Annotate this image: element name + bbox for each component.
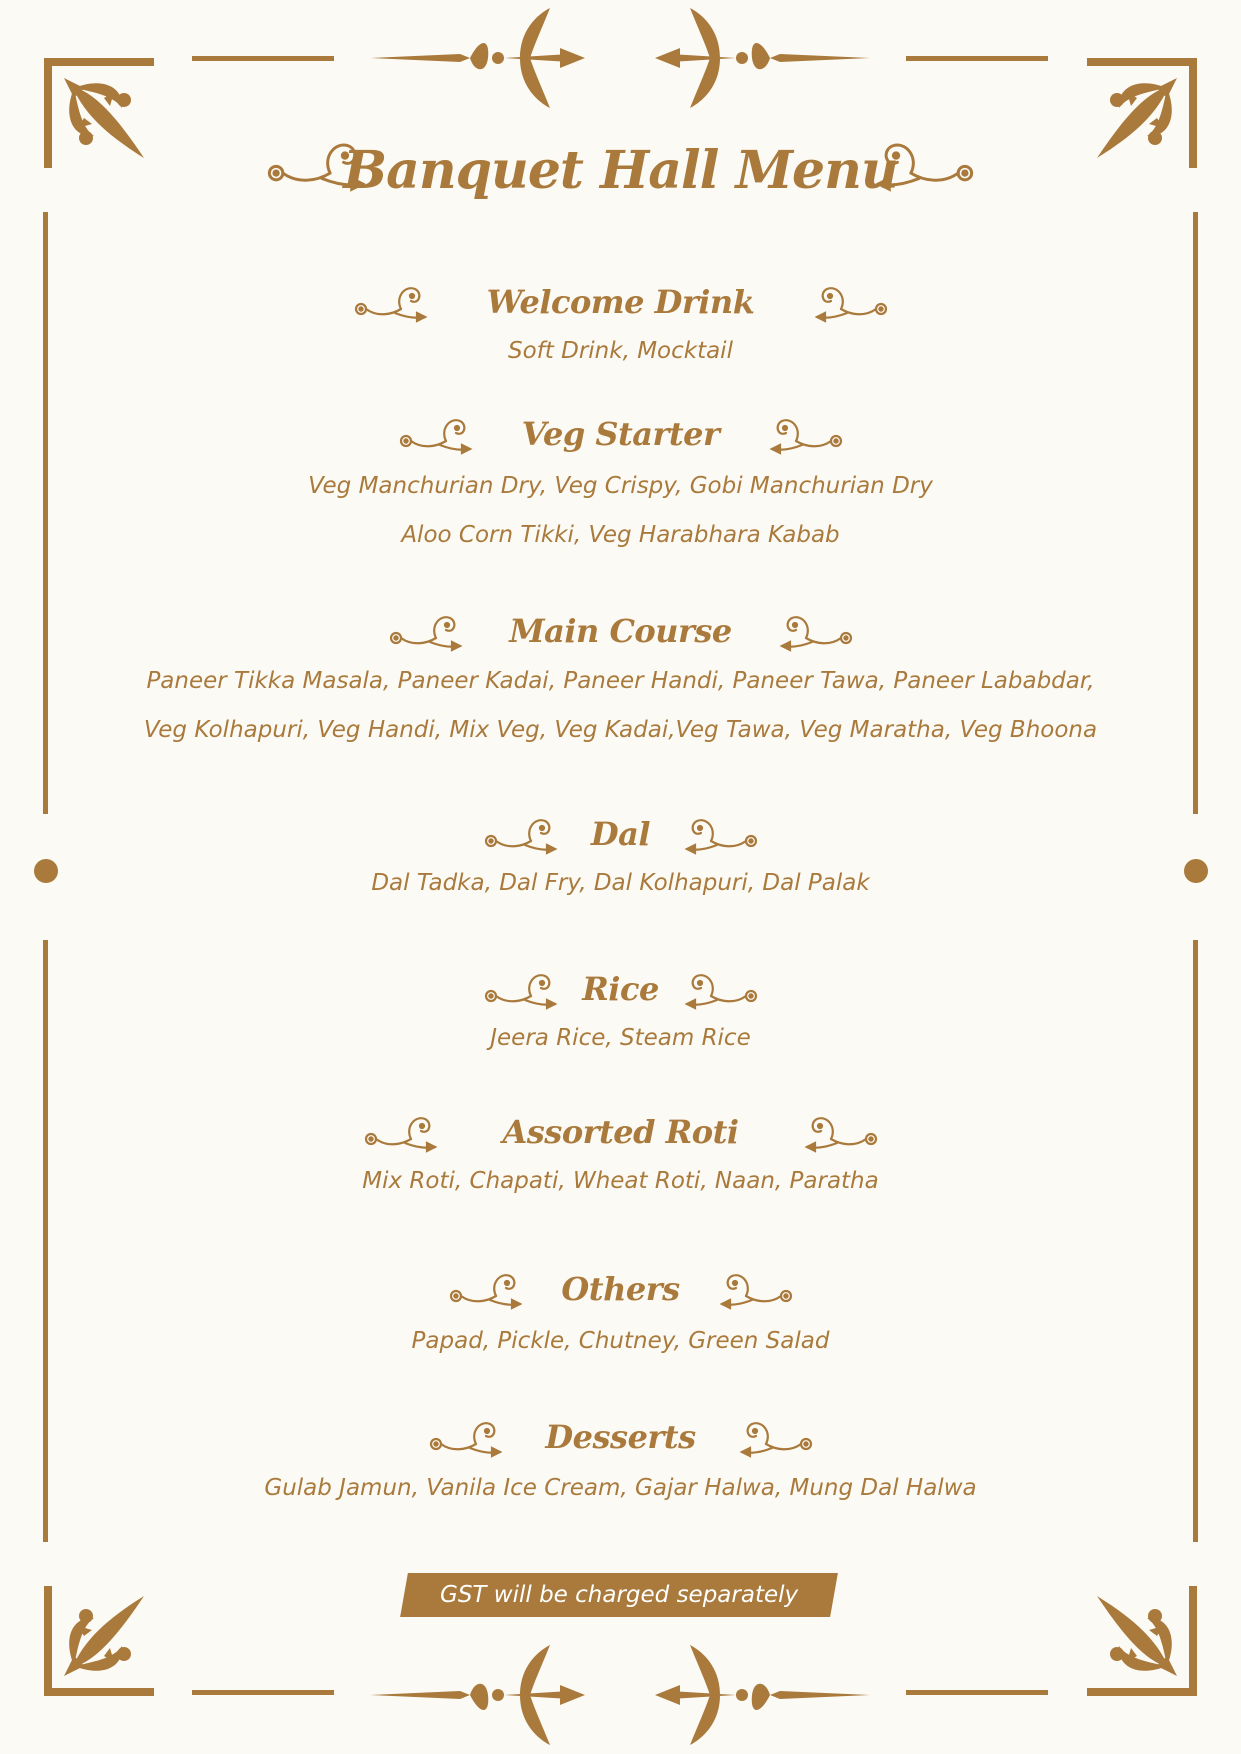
section-items-line: Aloo Corn Tikki, Veg Harabhara Kabab bbox=[401, 522, 840, 548]
section-swirl-right-icon bbox=[685, 815, 757, 859]
section-swirl-left-icon bbox=[430, 1418, 502, 1462]
section-swirl-left-icon bbox=[485, 970, 557, 1014]
corner-ornament-bottom-left bbox=[44, 1584, 156, 1696]
section-swirl-left-icon bbox=[390, 612, 462, 656]
section-items-line: Veg Manchurian Dry, Veg Crispy, Gobi Manchurian Dry bbox=[308, 473, 933, 499]
section-swirl-right-icon bbox=[805, 1113, 877, 1157]
section-swirl-left-icon bbox=[365, 1113, 437, 1157]
section-swirl-right-icon bbox=[720, 1270, 792, 1314]
section-items-line: Jeera Rice, Steam Rice bbox=[490, 1025, 751, 1051]
bottom-flourish-left bbox=[370, 1643, 610, 1745]
section-swirl-left-icon bbox=[400, 415, 472, 459]
section-items-line: Soft Drink, Mocktail bbox=[508, 338, 733, 364]
corner-ornament-bottom-right bbox=[1085, 1584, 1197, 1696]
section-swirl-right-icon bbox=[685, 970, 757, 1014]
section-heading: Others bbox=[561, 1270, 680, 1308]
gst-note-text: GST will be charged separately bbox=[439, 1582, 799, 1608]
page-title: Banquet Hall Menu bbox=[343, 140, 898, 201]
section-heading: Assorted Roti bbox=[502, 1113, 739, 1151]
title-swirl-left-icon bbox=[268, 138, 368, 198]
section-swirl-left-icon bbox=[355, 283, 427, 327]
section-items-line: Paneer Tikka Masala, Paneer Kadai, Paneer Handi, Paneer Tawa, Paneer Lababdar, bbox=[146, 668, 1095, 694]
top-flourish-right bbox=[630, 8, 870, 110]
section-heading: Welcome Drink bbox=[486, 283, 755, 321]
section-swirl-right-icon bbox=[770, 415, 842, 459]
section-items-line: Papad, Pickle, Chutney, Green Salad bbox=[411, 1328, 830, 1354]
section-swirl-right-icon bbox=[740, 1418, 812, 1462]
section-heading: Desserts bbox=[545, 1418, 696, 1456]
section-heading: Veg Starter bbox=[521, 415, 720, 453]
gst-note-banner bbox=[400, 1573, 838, 1617]
section-items-line: Mix Roti, Chapati, Wheat Roti, Naan, Paratha bbox=[362, 1168, 879, 1194]
section-swirl-right-icon bbox=[815, 283, 887, 327]
top-flourish-left bbox=[370, 8, 610, 110]
section-swirl-right-icon bbox=[780, 612, 852, 656]
section-swirl-left-icon bbox=[485, 815, 557, 859]
section-items-line: Dal Tadka, Dal Fry, Dal Kolhapuri, Dal Palak bbox=[371, 870, 870, 896]
title-swirl-right-icon bbox=[873, 138, 973, 198]
section-heading: Main Course bbox=[509, 612, 732, 650]
section-heading: Rice bbox=[582, 970, 659, 1008]
section-items-line: Veg Kolhapuri, Veg Handi, Mix Veg, Veg Kadai,Veg Tawa, Veg Maratha, Veg Bhoona bbox=[143, 717, 1098, 743]
bottom-flourish-right bbox=[630, 1643, 870, 1745]
section-items-line: Gulab Jamun, Vanila Ice Cream, Gajar Halwa, Mung Dal Halwa bbox=[264, 1475, 977, 1501]
section-swirl-left-icon bbox=[450, 1270, 522, 1314]
section-heading: Dal bbox=[590, 815, 651, 853]
